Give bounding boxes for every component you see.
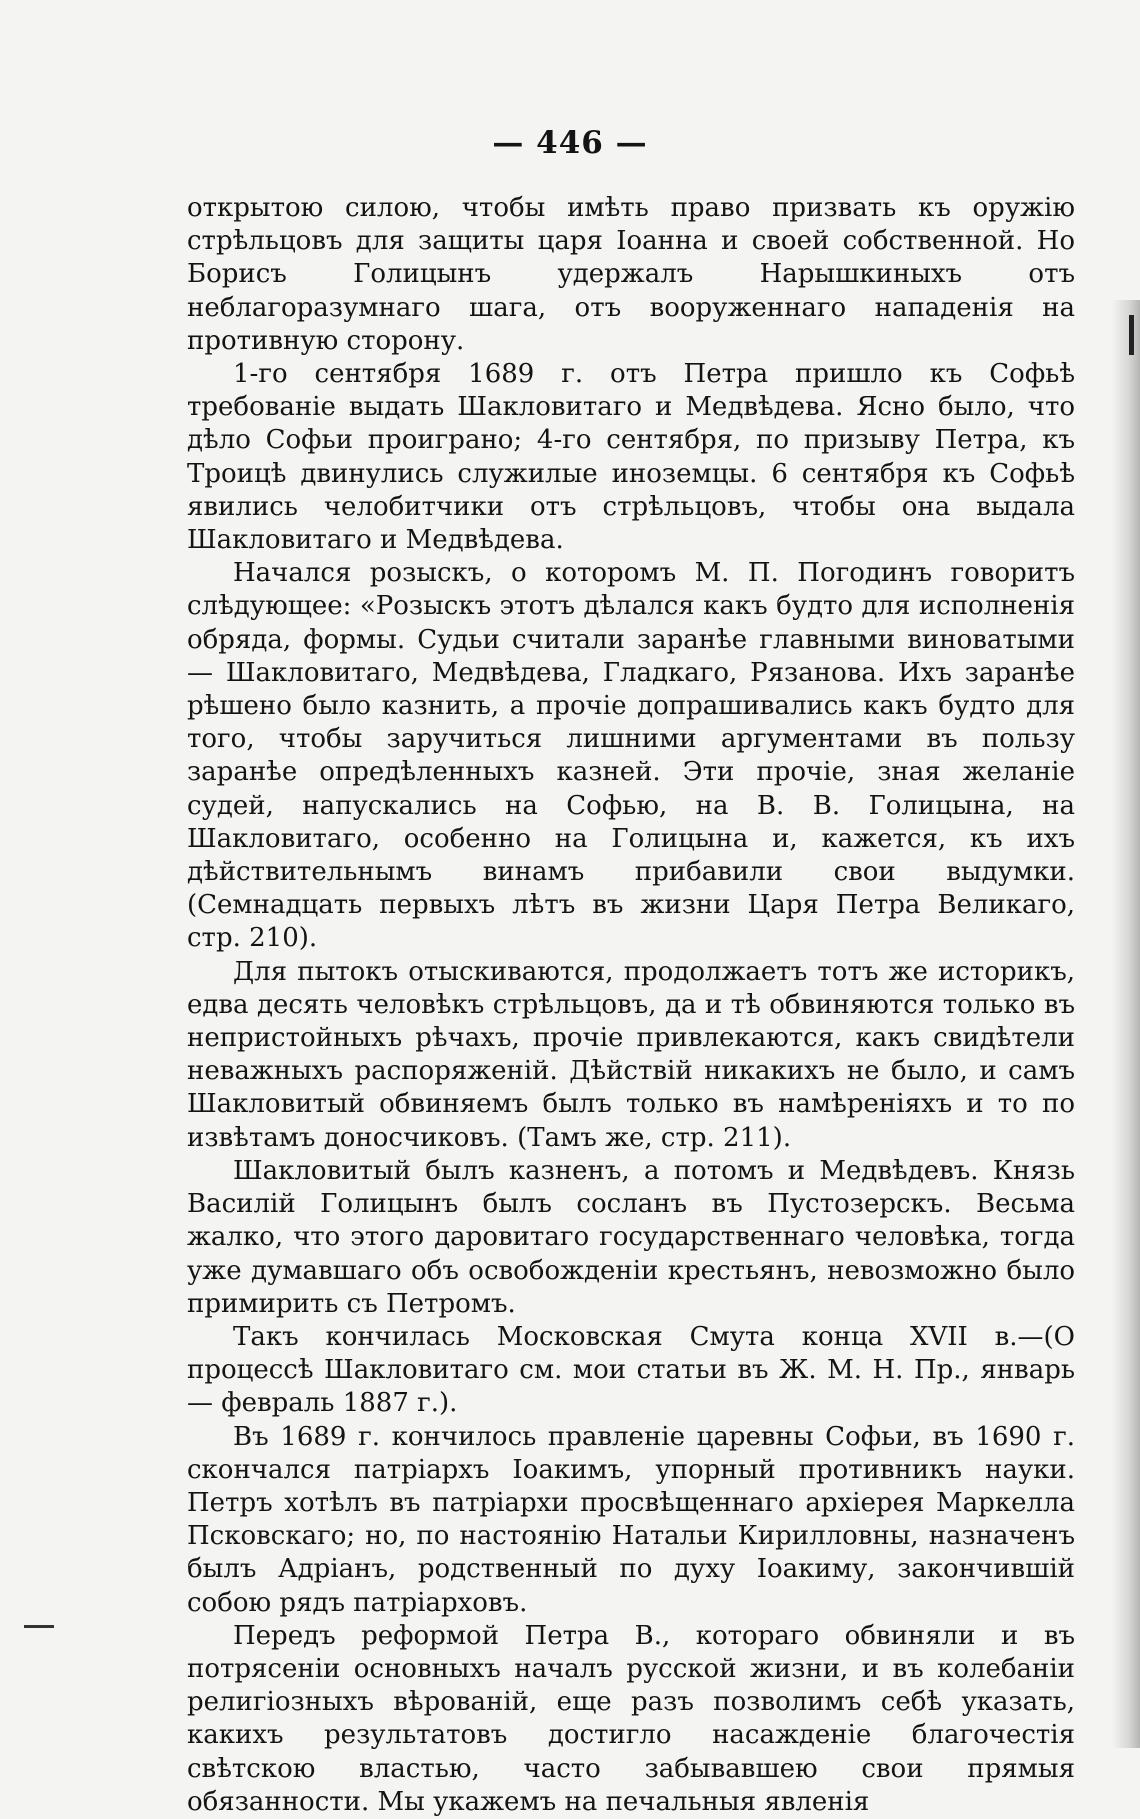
page-edge-mark (1129, 315, 1134, 355)
scan-mark (24, 1625, 54, 1628)
paragraph: 1-го сентября 1689 г. отъ Петра пришло къ Софьѣ требованіе выдать Шакловитаго и Медвѣдева. Ясно было, что дѣло Софьи проиграно; 4-го сентября, по призыву Петра, къ Троицѣ двинулись служилые иноземцы. 6 сентября къ Софьѣ явились челобитчики отъ стрѣльцовъ, чтобы она выдала Шакловитаго и Медвѣдева. (187, 359, 1075, 556)
paragraph-continuation: открытою силою, чтобы имѣть право призвать къ оружію стрѣльцовъ для защиты царя Іоанна и своей собственной. Но Борисъ Голицынъ удержалъ Нарышкиныхъ отъ неблагоразумнаго шага, отъ вооруженнаго нападенія на противную сторону. (187, 193, 1075, 356)
paragraph: Шакловитый былъ казненъ, а потомъ и Медвѣдевъ. Князь Василій Голицынъ былъ сосланъ въ Пустозерскъ. Весьма жалко, что этого даровитаго государственнаго человѣка, тогда уже думавшаго объ освобожденіи крестьянъ, невозможно было примирить съ Петромъ. (187, 1155, 1075, 1319)
paragraph: Начался розыскъ, о которомъ М. П. Погодинъ говоритъ слѣдующее: «Розыскъ этотъ дѣлался какъ будто для исполненія обряда, формы. Судьи считали заранѣе главными виноватыми — Шакловитаго, Медвѣдева, Гладкаго, Рязанова. Ихъ заранѣе рѣшено было казнить, а прочіе допрашивались какъ будто для того, чтобы заручиться лишними аргументами въ пользу заранѣе опредѣленныхъ казней. Эти прочіе, зная желаніе судей, напускались на Софью, на В. В. Голицына, на Шакловитаго, особенно на Голицына и, кажется, къ ихъ дѣйствительнымъ винамъ прибавили свои выдумки. (Семнадцать первыхъ лѣтъ въ жизни Царя Петра Великаго, стр. 210). (187, 558, 1075, 954)
paragraph: Передъ реформой Петра В., котораго обвиняли и въ потрясеніи основныхъ началъ русской жизни, и въ колебаніи религіозныхъ вѣрованій, еще разъ позволимъ себѣ указать, какихъ результатовъ достигло насажденіе благочестія свѣтскою властью, часто забывавшею свои прямыя обязанности. Мы укажемъ на печальныя явленія (187, 1620, 1075, 1817)
page-number: — 446 — (492, 125, 648, 161)
page-edge-shadow (1112, 300, 1140, 1748)
paragraph: Для пытокъ отыскиваются, продолжаетъ тотъ же историкъ, едва десять человѣкъ стрѣльцовъ, да и тѣ обвиняются только въ непристойныхъ рѣчахъ, прочіе привлекаются, какъ свидѣтели неважныхъ распоряженій. Дѣйствій никакихъ не было, и самъ Шакловитый обвиняемъ былъ только въ намѣреніяхъ и то по извѣтамъ доносчиковъ. (Тамъ же, стр. 211). (187, 956, 1075, 1153)
body-text (187, 192, 1075, 1819)
paragraph: Такъ кончилась Московская Смута конца XVII в.—(О процессѣ Шакловитаго см. мои статьи въ Ж. М. Н. Пр., январь — февраль 1887 г.). (187, 1321, 1075, 1419)
paragraph: Въ 1689 г. кончилось правленіе царевны Софьи, въ 1690 г. скончался патріархъ Іоакимъ, упорный противникъ науки. Петръ хотѣлъ въ патріархи просвѣщеннаго архіерея Маркелла Псковскаго; но, по настоянію Натальи Кирилловны, назначенъ былъ Адріанъ, родственный по духу Іоакиму, закончившій собою рядъ патріарховъ. (187, 1421, 1075, 1618)
